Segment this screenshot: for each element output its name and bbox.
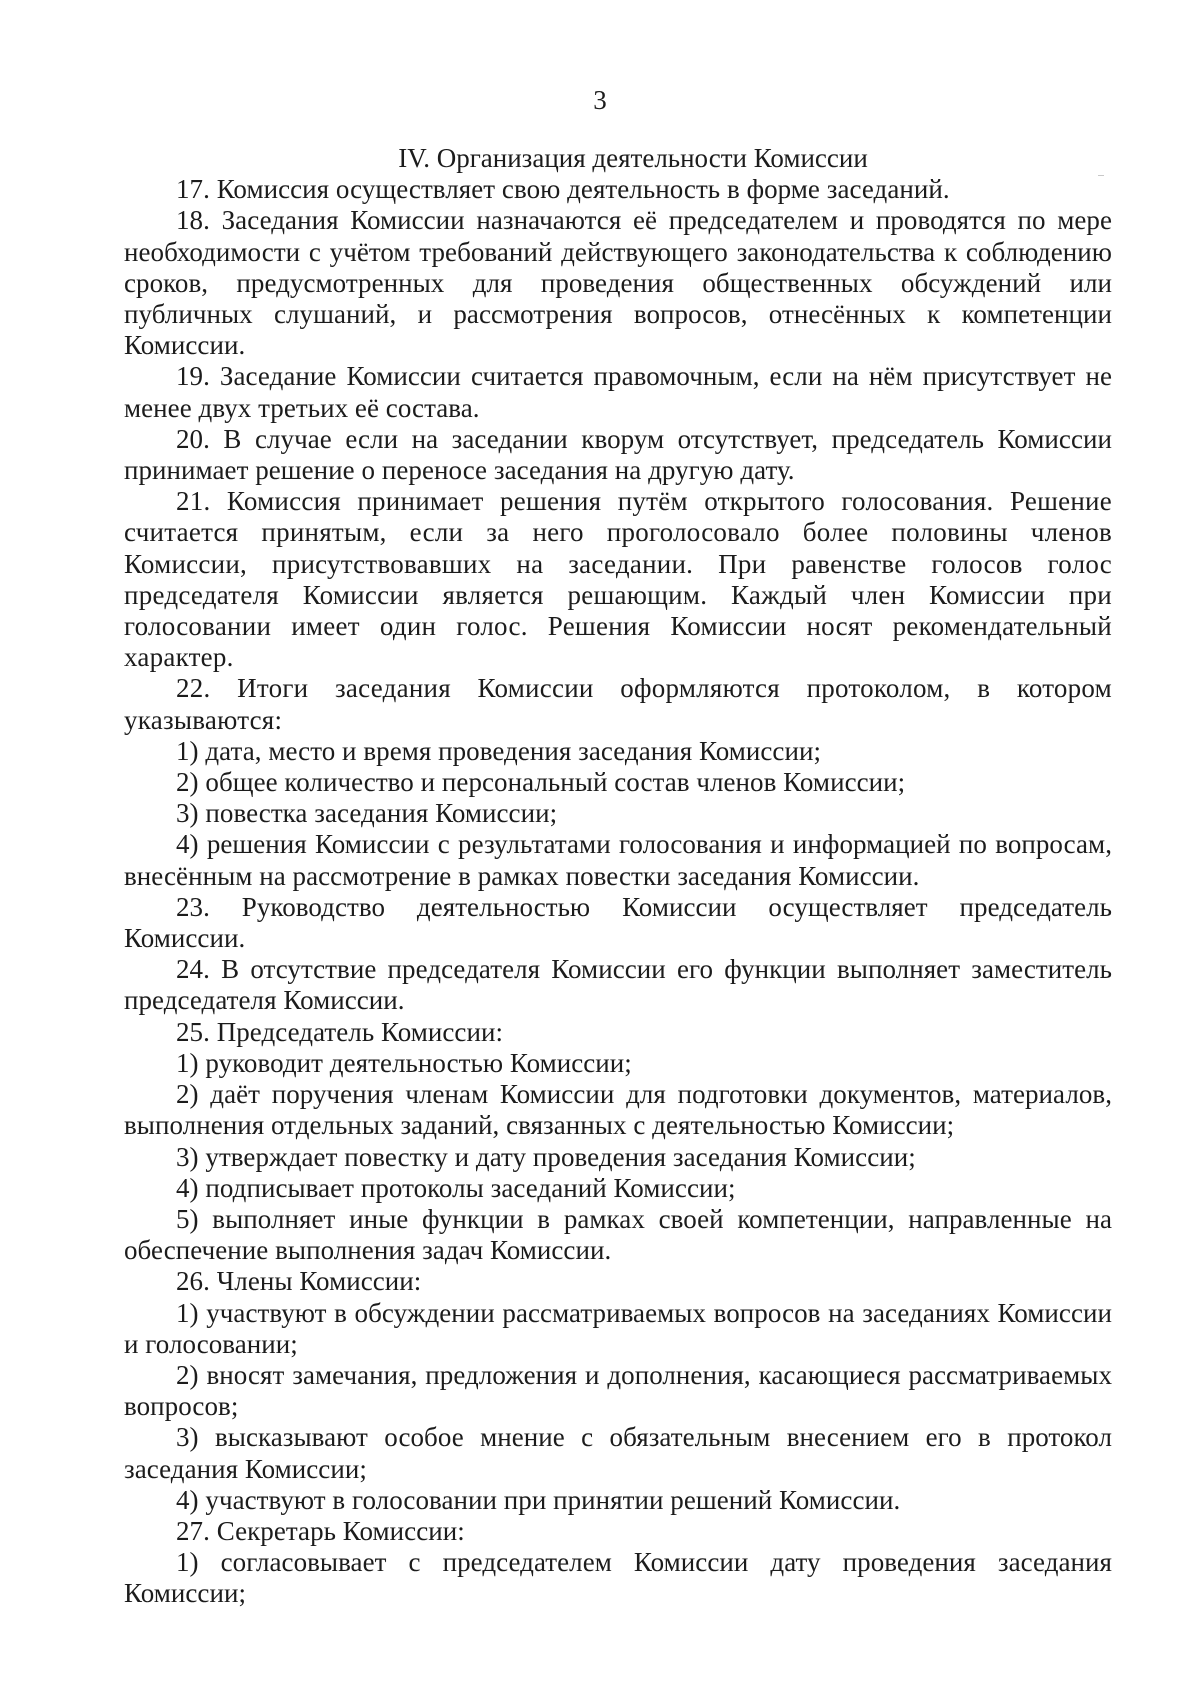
paragraph-27-item-1: 1) согласовывает с председателем Комиссии дату проведения заседания Комиссии; [124, 1547, 1112, 1609]
paragraph-20: 20. В случае если на заседании кворум отсутствует, председатель Комиссии принимает решение о переносе заседания на другую дату. [124, 423, 1112, 486]
paragraph-26-item-3: 3) высказывают особое мнение с обязательным внесением его в протокол заседания Комиссии; [124, 1422, 1112, 1484]
paragraph-22-item-2: 2) общее количество и персональный состав членов Комиссии; [176, 767, 906, 798]
paragraph-26-item-4: 4) участвуют в голосовании при принятии решений Комиссии. [176, 1484, 901, 1515]
paragraph-25-item-2: 2) даёт поручения членам Комиссии для подготовки документов, материалов, выполнения отдельных заданий, связанных с деятельностью Комиссии; [124, 1079, 1112, 1141]
paragraph-26: 26. Члены Комиссии: [176, 1266, 422, 1297]
section-title: IV. Организация деятельности Комиссии [398, 143, 868, 173]
paragraph-25-item-1: 1) руководит деятельностью Комиссии; [176, 1047, 632, 1078]
paragraph-25: 25. Председатель Комиссии: [176, 1016, 504, 1047]
paragraph-19: 19. Заседание Комиссии считается правомочным, если на нём присутствует не менее двух третьих её состава. [124, 361, 1112, 423]
paragraph-26-item-1: 1) участвуют в обсуждении рассматриваемых вопросов на заседаниях Комиссии и голосовании; [124, 1297, 1112, 1359]
paragraph-25-item-3: 3) утверждает повестку и дату проведения заседания Комиссии; [176, 1141, 916, 1172]
paragraph-25-item-5: 5) выполняет иные функции в рамках своей компетенции, направленные на обеспечение выполнения задач Комиссии. [124, 1203, 1112, 1266]
paragraph-21: 21. Комиссия принимает решения путём открытого голосования. Решение считается принятым, если за него проголосовало более половины членов Комиссии, присутствовавших на заседании. При равенстве голосов голос председателя Комиссии является решающим. Каждый член Комиссии при голосовании имеет один голос. Решения Комиссии носят рекомендательный характер. [124, 486, 1112, 673]
paragraph-18: 18. Заседания Комиссии назначаются её председателем и проводятся по мере необходимости с учётом требований действующего законодательства к соблюдению сроков, предусмотренных для проведения общественных обсуждений или публичных слушаний, и рассмотрения вопросов, отнесённых к компетенции Комиссии. [124, 205, 1112, 361]
document-body [124, 143, 1112, 1610]
paragraph-22-item-1: 1) дата, место и время проведения заседания Комиссии; [176, 735, 822, 766]
paragraph-22: 22. Итоги заседания Комиссии оформляются протоколом, в котором указываются: [124, 673, 1112, 735]
paragraph-22-item-4: 4) решения Комиссии с результатами голосования и информацией по вопросам, внесённым на рассмотрение в рамках повестки заседания Комиссии. [124, 829, 1112, 891]
paragraph-27: 27. Секретарь Комиссии: [176, 1515, 465, 1546]
paragraph-24: 24. В отсутствие председателя Комиссии его функции выполняет заместитель председателя Комиссии. [124, 954, 1112, 1016]
page-number: 3 [593, 85, 607, 115]
paragraph-17: 17. Комиссия осуществляет свою деятельность в форме заседаний. [176, 174, 950, 205]
paragraph-25-item-4: 4) подписывает протоколы заседаний Комиссии; [176, 1172, 736, 1203]
paragraph-22-item-3: 3) повестка заседания Комиссии; [176, 798, 558, 829]
paragraph-23: 23. Руководство деятельностью Комиссии осуществляет председатель Комиссии. [124, 891, 1112, 954]
paragraph-26-item-2: 2) вносят замечания, предложения и дополнения, касающиеся рассматриваемых вопросов; [124, 1359, 1112, 1422]
